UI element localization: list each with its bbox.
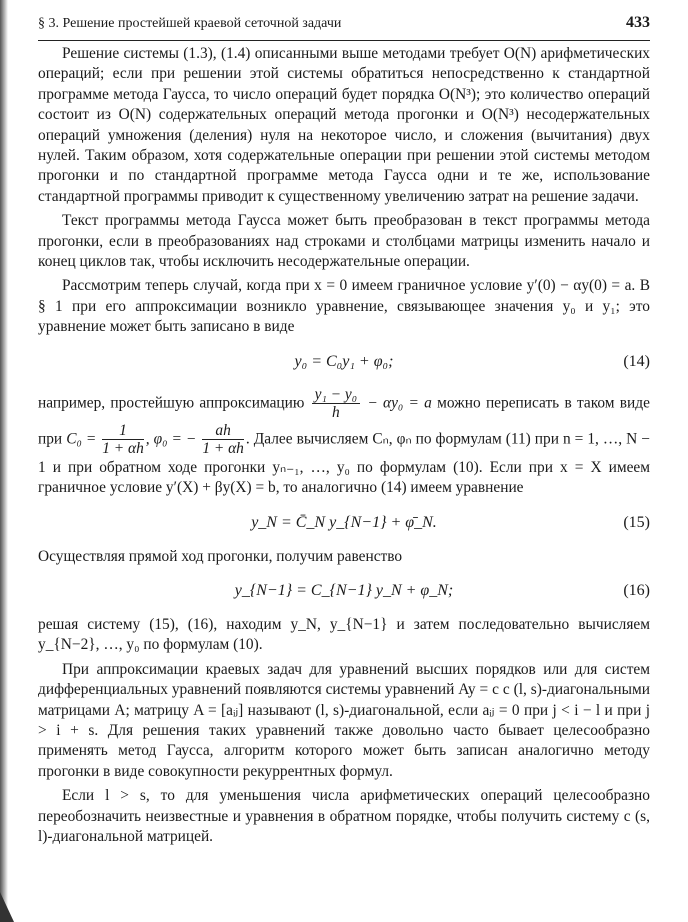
- equation-15: [38, 505, 650, 541]
- paragraph-1: Решение системы (1.3), (1.4) описанными выше методами требует O(N) арифметических операций; если при решении этой системы обратиться непосредственно к стандартной программе метода Гаусса, то число операций будет порядка O(N³); это количество операций состоит из O(N) содержательных операций метода прогонки и O(N³) несодержательных операций умножения (деления) нуля на некоторое число, и сложения (вычитания) двух нулей. Таким образом, хотя содержательные операции при решении этой системы методом прогонки и по стандартной программе метода Гаусса одни и те же, использование стандартной программы приводит к существенному увеличению затрат на решение задачи.: [38, 45, 650, 205]
- equation-14: [38, 344, 650, 380]
- equation-16-number: (16): [623, 581, 650, 599]
- phi0-numerator: ah: [202, 422, 244, 440]
- approx-numerator: y₁ − y₀: [312, 386, 360, 404]
- c0-denominator: 1 + αh: [102, 439, 144, 457]
- paragraph-4-tail: Далее вычисляем Cₙ, φₙ по формулам (11) при n = 1, …, N − 1 и при обратном ходе прогонки yₙ₋₁, …, y₀ по формулам (10). Если при x = X имеем граничное условие y′(X) + βy(X) = b, то аналогично (14) имеем уравнение: [38, 430, 650, 497]
- paragraph-8: Если l > s, то для уменьшения числа арифметических операций целесообразно переобозначить неизвестные и уравнения в обратном порядке, чтобы получить систему с (s, l)-диагональной матрицей.: [38, 787, 650, 845]
- approx-rest: − αy₀ = a: [367, 394, 432, 412]
- equation-14-formula: y₀ = C₀y₁ + φ₀;: [294, 352, 394, 370]
- equation-16-formula: y_{N−1} = C_{N−1} y_N + φ_N;: [234, 581, 454, 599]
- phi0-denominator: 1 + αh: [202, 439, 244, 457]
- paragraph-5: Осуществляя прямой ход прогонки, получим равенство: [38, 547, 403, 565]
- equation-14-number: (14): [623, 352, 650, 370]
- paragraph-3: Рассмотрим теперь случай, когда при x = 0 имеем граничное условие y′(0) − αy(0) = a. В § 1 при его аппроксимации возникло уравнение, связывающее значения y₀ и y₁; это уравнение может быть записано в виде: [38, 277, 650, 336]
- page-spine-shadow: [0, 0, 8, 922]
- c0-fraction: [102, 422, 144, 458]
- page-number: 433: [626, 14, 650, 31]
- paragraph-2: Текст программы метода Гаусса может быть преобразован в текст программы метода прогонки, если в преобразованиях над строками и столбцами матрицы изменить начало и конец циклов так, чтобы исключить несодержательные операции.: [38, 212, 650, 271]
- phi0-lhs: , φ₀ = −: [145, 430, 197, 448]
- phi0-fraction: [202, 422, 244, 458]
- equation-15-formula: y_N = C̄_N y_{N−1} + φ̄_N.: [251, 513, 437, 531]
- c0-lhs: C₀ =: [66, 430, 97, 448]
- approx-denominator: h: [332, 403, 340, 421]
- paragraph-4-lead: например, простейшую аппроксимацию: [38, 394, 305, 412]
- equation-16: [38, 573, 650, 609]
- approx-fraction: [312, 386, 360, 422]
- equation-15-number: (15): [623, 513, 650, 531]
- c0-numerator: 1: [102, 422, 144, 440]
- page-body: [38, 44, 650, 847]
- paragraph-4: например, простейшую аппроксимацию $\frac{\text{y₁ − y₀}}{h}$ − αy₀ = a можно переписать в таком виде при C₀ = $\frac{1}{1 + \alpha h}$ , φ₀ = − $\frac{ah}{1 + \alpha h}$ . Далее вычисляем Cₙ, φₙ по формулам (11) при n = 1, …, N − 1 и при обратном ходе прогонки yₙ₋₁, …, y₀ по формулам (10). Если при x = X имеем граничное условие y′(X) + βy(X) = b, то аналогично (14) имеем уравнение: [38, 385, 650, 497]
- running-header: [38, 14, 650, 41]
- paragraph-4-mid: можно переписать в таком виде при: [38, 394, 650, 448]
- paragraph-7: При аппроксимации краевых задач для уравнений высших порядков или для систем дифференциальных уравнений появляются системы уравнений Ay = c с (l, s)-диагональными матрицами A; матрицу A = [aᵢⱼ] называют (l, s)-диагональной, если aᵢⱼ = 0 при j < i − l и при j > i + s. Для решения таких уравнений также довольно часто бывает целесообразно применять метод Гаусса, алгоритм которого может быть записан аналогично методу прогонки в виде совокупности рекуррентных формул.: [38, 660, 650, 780]
- paragraph-6: решая систему (15), (16), находим y_N, y_{N−1} и затем последовательно вычисляем y_{N−2}, …, y₀ по формулам (10).: [38, 615, 650, 654]
- section-title: § 3. Решение простейшей краевой сеточной задачи: [38, 16, 342, 31]
